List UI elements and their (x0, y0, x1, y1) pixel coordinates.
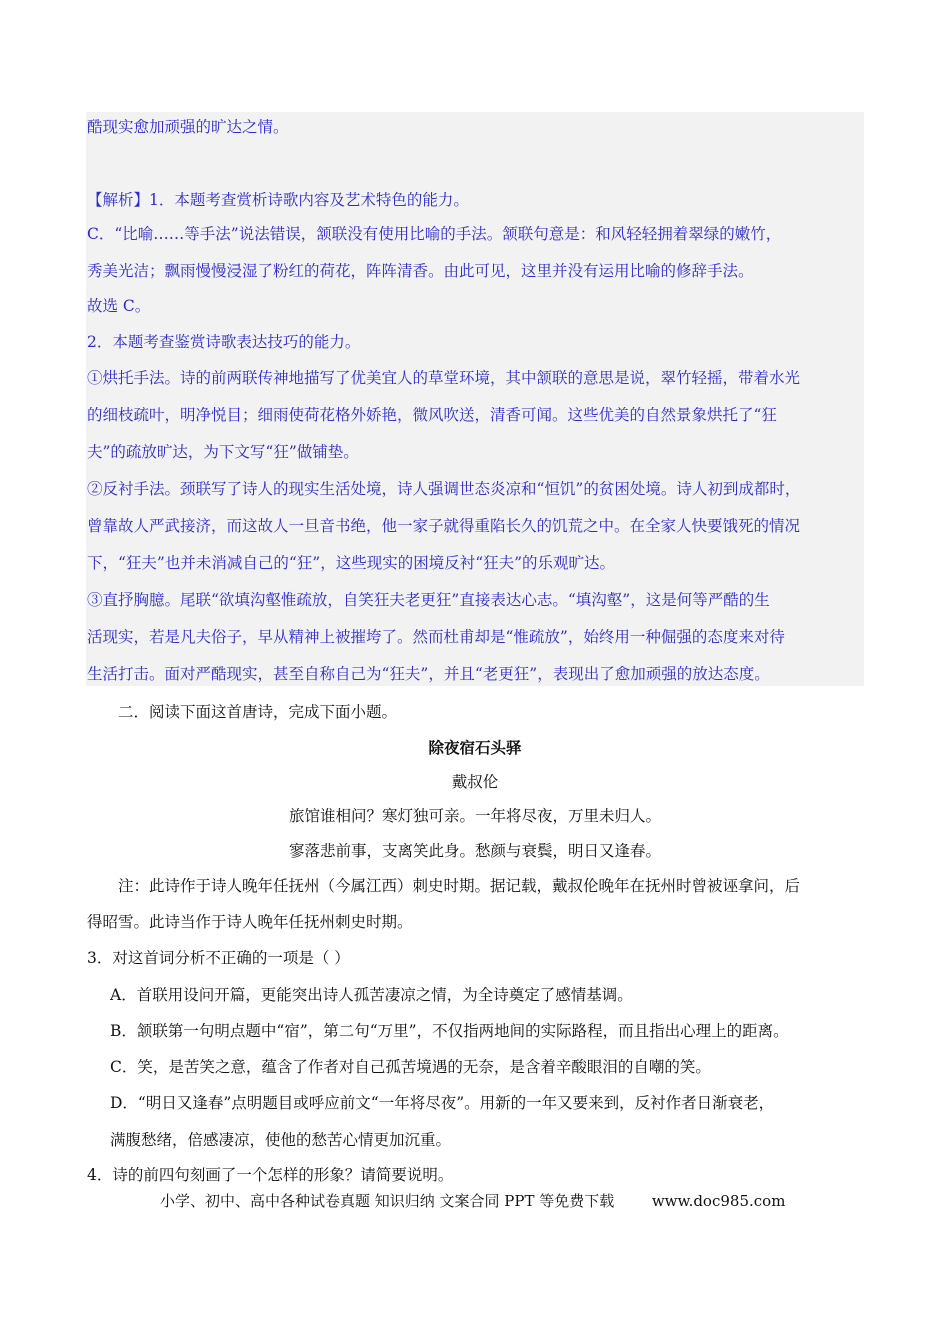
analysis-c-line-1: C．“比喻……等手法”说法错误，颔联没有使用比喻的手法。颔联句意是：和风轻轻拥着翠绿的嫩竹， (87, 225, 782, 243)
analysis-point2-line-1: ②反衬手法。颈联写了诗人的现实生活处境，诗人强调世态炎凉和“恒饥”的贫困处境。诗人初到成都时， (87, 480, 801, 498)
analysis-point1-line-1: ①烘托手法。诗的前两联传神地描写了优美宜人的草堂环境，其中颔联的意思是说，翠竹轻摇，带着水光 (87, 369, 801, 387)
question3-option-d-line-1: D．“明日又逢春”点明题目或呼应前文“一年将尽夜”。用新的一年又要来到，反衬作者日渐衰老， (110, 1094, 775, 1112)
analysis-point3-line-1: ③直抒胸臆。尾联“欲填沟壑惟疏放，自笑狂夫老更狂”直接表达心志。“填沟壑”，这是何等严酷的生 (87, 591, 770, 609)
footer-text: 小学、初中、高中各种试卷真题 知识归纳 文案合同 PPT 等免费下载 (160, 1192, 615, 1210)
analysis-c-line-2: 秀美光洁；飘雨慢慢浸湿了粉红的荷花，阵阵清香。由此可见，这里并没有运用比喻的修辞手法。 (87, 262, 754, 280)
analysis-point1-line-3: 夫”的疏放旷达，为下文写“狂”做铺垫。 (87, 443, 359, 461)
poem-line-1: 旅馆谁相问？寒灯独可亲。一年将尽夜，万里未归人。 (288, 807, 661, 825)
section2-heading: 二．阅读下面这首唐诗，完成下面小题。 (118, 703, 398, 721)
poem-note-line-2: 得昭雪。此诗当作于诗人晚年任抚州刺史时期。 (87, 913, 413, 931)
page-footer (160, 1190, 785, 1211)
footer-url: www.doc985.com (651, 1192, 786, 1210)
analysis-jiexi-line: 【解析】1．本题考查赏析诗歌内容及艺术特色的能力。 (87, 191, 469, 209)
poem-title: 除夜宿石头驿 (428, 738, 522, 757)
analysis-continuation: 酷现实愈加顽强的旷达之情。 (87, 118, 289, 136)
poem-author: 戴叔伦 (451, 773, 499, 791)
analysis-point3-line-3: 生活打击。面对严酷现实，甚至自称自己为“狂夫”，并且“老更狂”，表现出了愈加顽强的放达态度。 (87, 665, 770, 683)
analysis-q2-line: 2．本题考查鉴赏诗歌表达技巧的能力。 (87, 333, 361, 351)
question3-option-b: B．颔联第一句明点题中“宿”，第二句“万里”，不仅指两地间的实际路程，而且指出心理上的距离。 (110, 1022, 789, 1040)
analysis-point1-line-2: 的细枝疏叶，明净悦目；细雨使荷花格外娇艳，微风吹送，清香可闻。这些优美的自然景象烘托了“狂 (87, 406, 777, 424)
question3-option-c: C．笑，是苦笑之意，蕴含了作者对自己孤苦境遇的无奈，是含着辛酸眼泪的自嘲的笑。 (110, 1058, 711, 1076)
analysis-point2-line-3: 下，“狂夫”也并未消减自己的“狂”，这些现实的困境反衬“狂夫”的乐观旷达。 (87, 554, 616, 572)
question3-stem: 3．对这首词分析不正确的一项是（ ） (87, 949, 350, 967)
question3-option-a: A．首联用设问开篇，更能突出诗人孤苦凄凉之情，为全诗奠定了感情基调。 (110, 986, 633, 1004)
poem-note-line-1: 注：此诗作于诗人晚年任抚州（今属江西）刺史时期。据记载，戴叔伦晚年在抚州时曾被诬拿问，后 (118, 877, 801, 895)
analysis-point2-line-2: 曾靠故人严武接济，而这故人一旦音书绝，他一家子就得重陷长久的饥荒之中。在全家人快要饿死的情况 (87, 517, 801, 535)
analysis-point3-line-2: 活现实，若是凡夫俗子，早从精神上被摧垮了。然而杜甫却是“惟疏放”，始终用一种倔强的态度来对待 (87, 628, 785, 646)
analysis-c-line-3: 故选 C。 (87, 297, 151, 315)
question4-stem: 4．诗的前四句刻画了一个怎样的形象？请简要说明。 (87, 1166, 454, 1184)
poem-line-2: 寥落悲前事，支离笑此身。愁颜与衰鬓，明日又逢春。 (288, 842, 661, 860)
question3-option-d-line-2: 满腹愁绪，倍感凄凉，使他的愁苦心情更加沉重。 (110, 1131, 452, 1149)
